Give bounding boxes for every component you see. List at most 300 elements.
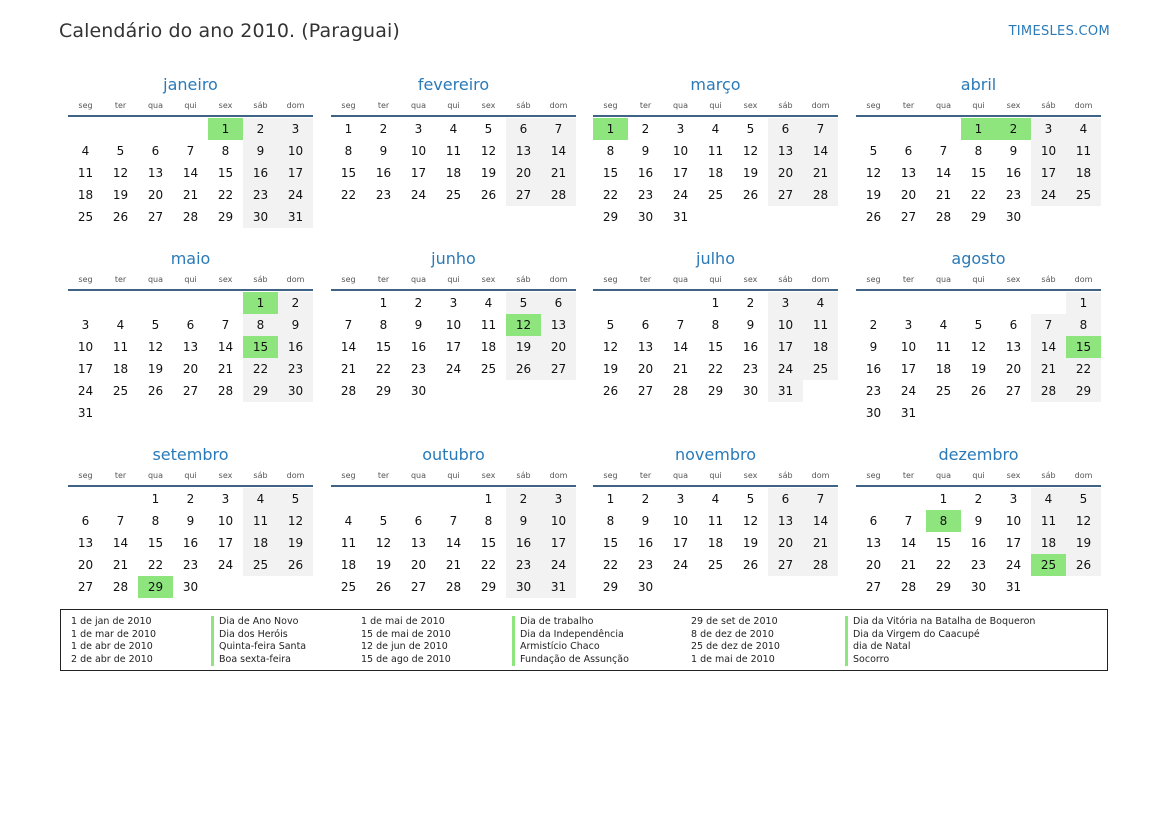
day-cell: 7 xyxy=(676,318,685,332)
day-cell: 9 xyxy=(379,144,388,158)
weekday-label: sex xyxy=(743,275,758,284)
day-cell: 30 xyxy=(410,384,427,398)
holiday-date: 15 de ago de 2010 xyxy=(361,653,451,665)
day-cell: 31 xyxy=(768,380,803,402)
day-cell: 23 xyxy=(375,188,392,202)
day-cell: 14 xyxy=(182,166,199,180)
day-cell: 20 xyxy=(147,188,164,202)
day-cell: 25 xyxy=(243,554,278,576)
day-grid xyxy=(68,291,313,424)
day-cell: 26 xyxy=(1066,554,1101,576)
day-cell: 23 xyxy=(970,558,987,572)
day-cell: 22 xyxy=(935,558,952,572)
day-cell: 21 xyxy=(112,558,129,572)
weekday-header xyxy=(331,97,576,117)
day-cell: 17 xyxy=(672,166,689,180)
day-cell-empty xyxy=(138,292,173,314)
day-cell: 29 xyxy=(480,580,497,594)
weekday-header xyxy=(593,97,838,117)
day-cell: 17 xyxy=(768,336,803,358)
day-cell: 8 xyxy=(344,144,353,158)
day-cell: 14 xyxy=(340,340,357,354)
day-cell: 25 xyxy=(707,558,724,572)
day-cell: 12 xyxy=(970,340,987,354)
day-cell: 6 xyxy=(768,118,803,140)
day-cell: 21 xyxy=(182,188,199,202)
day-cell-empty xyxy=(926,292,961,314)
day-cell: 9 xyxy=(243,140,278,162)
day-cell: 13 xyxy=(541,314,576,336)
holiday-name: Boa sexta-feira xyxy=(211,654,306,667)
day-cell: 23 xyxy=(865,384,882,398)
day-cell: 26 xyxy=(970,384,987,398)
day-cell: 30 xyxy=(182,580,199,594)
day-cell: 10 xyxy=(217,514,234,528)
day-cell: 3 xyxy=(1009,492,1018,506)
site-link[interactable]: TIMESLES.COM xyxy=(1008,24,1110,39)
day-cell: 15 xyxy=(970,166,987,180)
day-cell: 16 xyxy=(970,536,987,550)
day-cell: 17 xyxy=(445,340,462,354)
day-cell: 21 xyxy=(1031,358,1066,380)
day-cell: 13 xyxy=(768,140,803,162)
day-cell: 7 xyxy=(939,144,948,158)
day-cell: 11 xyxy=(112,340,129,354)
day-cell: 5 xyxy=(116,144,125,158)
day-cell: 24 xyxy=(445,362,462,376)
day-cell: 7 xyxy=(904,514,913,528)
day-cell: 8 xyxy=(974,144,983,158)
holiday-name: Dia de Ano Novo xyxy=(211,616,306,629)
day-cell: 16 xyxy=(506,532,541,554)
day-cell: 2 xyxy=(974,492,983,506)
weekday-label: sex xyxy=(218,101,233,110)
day-cell: 1 xyxy=(379,296,388,310)
day-cell: 7 xyxy=(186,144,195,158)
weekday-label: ter xyxy=(114,275,127,284)
day-cell: 3 xyxy=(278,118,313,140)
weekday-header xyxy=(331,467,576,487)
day-cell-empty xyxy=(663,292,698,314)
day-cell: 24 xyxy=(900,384,917,398)
weekday-label: ter xyxy=(639,275,652,284)
day-cell: 6 xyxy=(869,514,878,528)
day-cell: 29 xyxy=(375,384,392,398)
day-cell: 28 xyxy=(900,580,917,594)
day-cell: 21 xyxy=(935,188,952,202)
day-cell: 31 xyxy=(541,576,576,598)
day-cell: 18 xyxy=(340,558,357,572)
day-cell: 3 xyxy=(541,488,576,510)
day-cell: 8 xyxy=(484,514,493,528)
day-cell-empty xyxy=(208,292,243,314)
day-cell: 15 xyxy=(375,340,392,354)
day-cell: 9 xyxy=(869,340,878,354)
day-cell-holiday: 2 xyxy=(996,118,1031,140)
day-cell: 28 xyxy=(340,384,357,398)
day-grid xyxy=(331,487,576,598)
day-cell: 5 xyxy=(974,318,983,332)
month-name: maio xyxy=(170,249,211,268)
day-cell: 5 xyxy=(484,122,493,136)
day-cell: 18 xyxy=(77,188,94,202)
weekday-header xyxy=(331,271,576,291)
day-cell: 4 xyxy=(803,292,838,314)
day-cell: 29 xyxy=(602,580,619,594)
weekday-header xyxy=(68,467,313,487)
weekday-label: dom xyxy=(286,275,305,284)
day-cell: 16 xyxy=(1005,166,1022,180)
day-cell-empty xyxy=(926,118,961,140)
day-cell: 19 xyxy=(742,166,759,180)
holiday-name: Armistício Chaco xyxy=(512,641,629,654)
weekday-label: qua xyxy=(672,101,689,110)
weekday-label: qui xyxy=(972,471,985,480)
day-cell: 2 xyxy=(869,318,878,332)
day-cell-empty xyxy=(628,292,663,314)
weekday-label: qua xyxy=(410,275,427,284)
month-name: novembro xyxy=(675,445,756,464)
day-cell: 27 xyxy=(1005,384,1022,398)
day-cell: 25 xyxy=(480,362,497,376)
day-cell: 28 xyxy=(803,554,838,576)
day-cell: 12 xyxy=(865,166,882,180)
day-cell: 26 xyxy=(865,210,882,224)
day-cell: 5 xyxy=(506,292,541,314)
day-cell: 25 xyxy=(707,188,724,202)
holiday-dates-col-3 xyxy=(691,616,780,666)
weekday-label: qui xyxy=(184,275,197,284)
day-cell: 11 xyxy=(445,144,462,158)
day-cell: 10 xyxy=(672,144,689,158)
month-setembro xyxy=(68,444,313,598)
day-cell: 22 xyxy=(602,188,619,202)
month-name: abril xyxy=(960,75,997,94)
day-cell-holiday: 29 xyxy=(138,576,173,598)
page-title: Calendário do ano 2010. (Paraguai) xyxy=(59,20,400,42)
day-cell-empty xyxy=(366,488,401,510)
day-cell: 17 xyxy=(217,536,234,550)
day-grid xyxy=(68,117,313,228)
day-cell: 17 xyxy=(410,166,427,180)
day-cell: 30 xyxy=(1005,210,1022,224)
weekday-label: sáb xyxy=(516,471,531,480)
weekday-label: seg xyxy=(866,275,881,284)
day-cell: 11 xyxy=(935,340,952,354)
day-cell: 22 xyxy=(340,188,357,202)
day-cell-empty xyxy=(173,118,208,140)
weekday-label: ter xyxy=(639,471,652,480)
day-cell: 3 xyxy=(904,318,913,332)
day-grid xyxy=(593,117,838,228)
day-cell: 19 xyxy=(112,188,129,202)
day-cell: 3 xyxy=(676,492,685,506)
day-cell: 15 xyxy=(602,166,619,180)
day-cell: 31 xyxy=(1005,580,1022,594)
day-cell: 22 xyxy=(147,558,164,572)
weekday-label: ter xyxy=(114,101,127,110)
day-cell-empty xyxy=(1031,292,1066,314)
day-cell: 10 xyxy=(768,314,803,336)
day-cell: 17 xyxy=(1005,536,1022,550)
month-name: julho xyxy=(696,249,735,268)
weekday-label: dom xyxy=(811,471,830,480)
day-cell: 3 xyxy=(414,122,423,136)
day-cell: 15 xyxy=(935,536,952,550)
weekday-label: seg xyxy=(341,101,356,110)
day-cell: 25 xyxy=(803,358,838,380)
day-cell: 2 xyxy=(746,296,755,310)
month-name: agosto xyxy=(951,249,1006,268)
day-cell-empty xyxy=(891,292,926,314)
day-cell: 18 xyxy=(1031,532,1066,554)
day-cell: 24 xyxy=(278,184,313,206)
day-grid xyxy=(593,291,838,402)
day-cell: 25 xyxy=(1066,184,1101,206)
day-cell: 28 xyxy=(217,384,234,398)
holiday-date: 1 de mar de 2010 xyxy=(71,628,157,640)
day-cell: 27 xyxy=(637,384,654,398)
day-cell: 23 xyxy=(742,362,759,376)
weekday-label: sex xyxy=(743,471,758,480)
day-cell: 10 xyxy=(672,514,689,528)
weekday-label: seg xyxy=(78,275,93,284)
day-cell: 4 xyxy=(939,318,948,332)
weekday-label: seg xyxy=(603,101,618,110)
day-cell: 24 xyxy=(1031,184,1066,206)
day-cell: 12 xyxy=(742,144,759,158)
day-cell: 20 xyxy=(182,362,199,376)
day-cell: 2 xyxy=(186,492,195,506)
day-cell: 27 xyxy=(900,210,917,224)
day-cell: 27 xyxy=(410,580,427,594)
day-cell: 27 xyxy=(77,580,94,594)
day-cell: 26 xyxy=(602,384,619,398)
day-cell: 29 xyxy=(935,580,952,594)
day-cell: 1 xyxy=(606,492,615,506)
day-cell: 14 xyxy=(445,536,462,550)
weekday-label: qua xyxy=(935,275,952,284)
day-cell: 16 xyxy=(410,340,427,354)
day-cell: 19 xyxy=(147,362,164,376)
day-cell: 22 xyxy=(970,188,987,202)
day-cell: 6 xyxy=(186,318,195,332)
day-cell: 6 xyxy=(768,488,803,510)
day-cell: 28 xyxy=(672,384,689,398)
day-cell: 24 xyxy=(672,558,689,572)
day-cell: 12 xyxy=(602,340,619,354)
day-cell: 9 xyxy=(641,514,650,528)
day-cell-empty xyxy=(103,292,138,314)
day-cell: 2 xyxy=(414,296,423,310)
day-cell: 6 xyxy=(151,144,160,158)
day-cell: 9 xyxy=(414,318,423,332)
day-cell: 19 xyxy=(1066,532,1101,554)
day-cell: 13 xyxy=(77,536,94,550)
day-cell: 30 xyxy=(278,380,313,402)
day-cell-empty xyxy=(68,488,103,510)
weekday-label: sáb xyxy=(1041,275,1056,284)
month-fevereiro xyxy=(331,74,576,206)
day-cell: 6 xyxy=(414,514,423,528)
weekday-label: qua xyxy=(672,471,689,480)
day-cell: 13 xyxy=(182,340,199,354)
day-cell: 10 xyxy=(900,340,917,354)
day-cell: 18 xyxy=(803,336,838,358)
day-cell: 15 xyxy=(147,536,164,550)
day-cell: 9 xyxy=(186,514,195,528)
day-cell: 23 xyxy=(278,358,313,380)
day-cell: 16 xyxy=(865,362,882,376)
day-cell: 14 xyxy=(672,340,689,354)
weekday-label: sáb xyxy=(778,275,793,284)
day-cell: 20 xyxy=(506,162,541,184)
day-cell: 5 xyxy=(379,514,388,528)
day-cell: 2 xyxy=(243,118,278,140)
day-cell-holiday: 15 xyxy=(1066,336,1101,358)
day-cell: 18 xyxy=(480,340,497,354)
holiday-name: Quinta-feira Santa xyxy=(211,641,306,654)
weekday-label: sex xyxy=(218,275,233,284)
day-cell: 18 xyxy=(243,532,278,554)
weekday-label: sex xyxy=(481,275,496,284)
day-cell: 29 xyxy=(602,210,619,224)
day-cell: 27 xyxy=(768,554,803,576)
day-cell: 5 xyxy=(869,144,878,158)
day-cell: 7 xyxy=(116,514,125,528)
day-cell: 7 xyxy=(1031,314,1066,336)
day-cell: 19 xyxy=(742,536,759,550)
day-cell: 30 xyxy=(243,206,278,228)
day-cell: 9 xyxy=(278,314,313,336)
holiday-date: 29 de set de 2010 xyxy=(691,616,778,627)
day-cell: 28 xyxy=(541,184,576,206)
day-cell: 3 xyxy=(768,292,803,314)
day-cell-empty xyxy=(856,488,891,510)
day-cell-empty xyxy=(593,292,628,314)
day-cell: 19 xyxy=(278,532,313,554)
day-cell: 10 xyxy=(278,140,313,162)
day-cell: 16 xyxy=(243,162,278,184)
holiday-name: Dia da Independência xyxy=(512,629,629,642)
day-cell: 30 xyxy=(970,580,987,594)
month-janeiro xyxy=(68,74,313,228)
weekday-header xyxy=(68,271,313,291)
weekday-header xyxy=(856,271,1101,291)
day-cell: 14 xyxy=(217,340,234,354)
weekday-label: sex xyxy=(481,101,496,110)
day-cell: 21 xyxy=(803,532,838,554)
day-cell: 16 xyxy=(637,536,654,550)
day-cell: 1 xyxy=(939,492,948,506)
holiday-date: 1 de abr de 2010 xyxy=(71,641,153,653)
day-cell-empty xyxy=(996,292,1031,314)
day-cell: 8 xyxy=(221,144,230,158)
day-cell: 26 xyxy=(742,188,759,202)
weekday-label: ter xyxy=(639,101,652,110)
weekday-label: sex xyxy=(1006,275,1021,284)
weekday-label: qua xyxy=(147,101,164,110)
day-cell: 7 xyxy=(803,488,838,510)
weekday-label: dom xyxy=(549,101,568,110)
day-cell: 13 xyxy=(147,166,164,180)
weekday-header xyxy=(593,467,838,487)
day-cell: 24 xyxy=(541,554,576,576)
day-cell: 13 xyxy=(900,166,917,180)
day-cell: 28 xyxy=(803,184,838,206)
day-cell: 20 xyxy=(768,162,803,184)
day-cell: 11 xyxy=(803,314,838,336)
holiday-date: 1 de jan de 2010 xyxy=(71,616,152,627)
day-cell: 10 xyxy=(1005,514,1022,528)
day-cell-empty xyxy=(103,118,138,140)
month-agosto xyxy=(856,248,1101,424)
day-cell: 26 xyxy=(742,558,759,572)
day-cell: 23 xyxy=(506,554,541,576)
day-cell: 26 xyxy=(147,384,164,398)
day-cell: 4 xyxy=(81,144,90,158)
day-cell: 28 xyxy=(112,580,129,594)
weekday-label: seg xyxy=(341,275,356,284)
day-grid xyxy=(593,487,838,598)
weekday-label: qua xyxy=(935,101,952,110)
weekday-label: ter xyxy=(377,101,390,110)
day-cell: 13 xyxy=(410,536,427,550)
day-cell: 4 xyxy=(484,296,493,310)
day-cell-empty xyxy=(68,118,103,140)
day-cell: 28 xyxy=(182,210,199,224)
day-cell: 22 xyxy=(707,362,724,376)
day-cell: 23 xyxy=(182,558,199,572)
day-cell: 21 xyxy=(445,558,462,572)
weekday-label: qui xyxy=(184,471,197,480)
day-cell: 30 xyxy=(637,210,654,224)
day-cell: 4 xyxy=(1031,488,1066,510)
weekday-label: sáb xyxy=(778,471,793,480)
day-cell: 7 xyxy=(449,514,458,528)
holiday-date: 1 de mai de 2010 xyxy=(361,616,445,627)
day-cell: 7 xyxy=(803,118,838,140)
day-cell: 27 xyxy=(865,580,882,594)
day-grid xyxy=(331,117,576,206)
weekday-label: ter xyxy=(377,275,390,284)
day-cell: 21 xyxy=(803,162,838,184)
day-cell: 18 xyxy=(1066,162,1101,184)
weekday-label: ter xyxy=(902,275,915,284)
day-cell: 12 xyxy=(112,166,129,180)
day-cell: 11 xyxy=(243,510,278,532)
day-cell: 5 xyxy=(746,492,755,506)
weekday-label: seg xyxy=(78,471,93,480)
weekday-label: sex xyxy=(1006,101,1021,110)
weekday-label: qui xyxy=(184,101,197,110)
weekday-label: qui xyxy=(447,101,460,110)
day-cell: 17 xyxy=(541,532,576,554)
day-cell-holiday: 8 xyxy=(926,510,961,532)
weekday-label: qua xyxy=(147,471,164,480)
day-cell: 3 xyxy=(221,492,230,506)
day-cell: 2 xyxy=(278,292,313,314)
weekday-label: dom xyxy=(811,101,830,110)
month-maio xyxy=(68,248,313,424)
month-name: fevereiro xyxy=(417,75,490,94)
day-cell: 4 xyxy=(1066,118,1101,140)
day-cell: 16 xyxy=(278,336,313,358)
day-cell: 13 xyxy=(768,510,803,532)
holiday-date: 2 de abr de 2010 xyxy=(71,653,153,665)
day-cell: 7 xyxy=(541,118,576,140)
day-cell: 8 xyxy=(1066,314,1101,336)
